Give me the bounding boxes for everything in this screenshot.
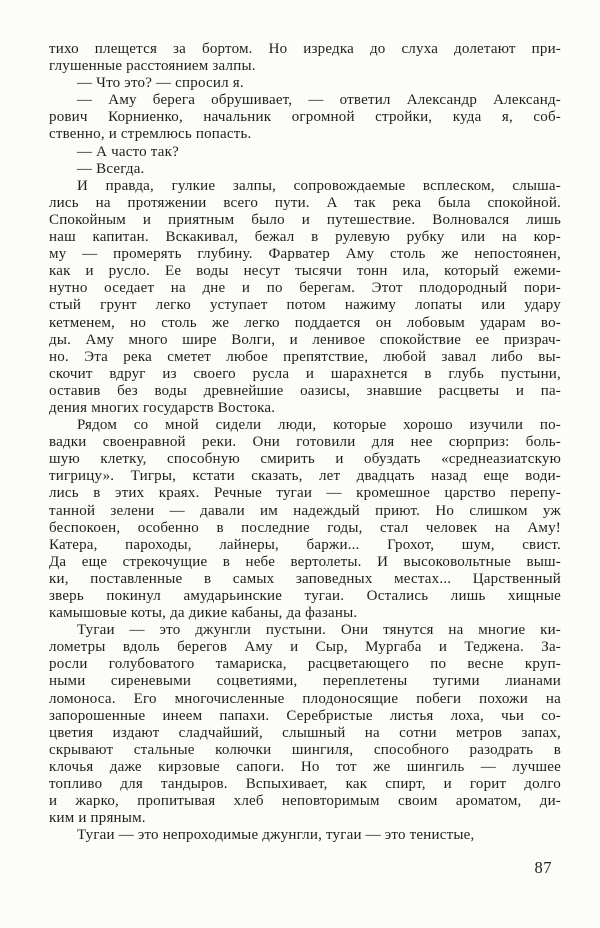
text-line: лометры вдоль берегов Аму и Сыр, Мургаба и Теджена. За- — [49, 639, 561, 656]
text-line: Да еще стрекочущие в небе вертолеты. И высоковольтные выш- — [49, 553, 561, 570]
text-line: топливо для тандыров. Вспыхивает, как спирт, и горит долго — [49, 776, 561, 793]
text-line: му — промерять глубину. Фарватер Аму столь же непостоянен, — [49, 246, 561, 263]
text-line: и жарко, пропитывая хлеб неповторимым своим ароматом, ди- — [49, 793, 561, 810]
text-line: Тугаи — это джунгли пустыни. Они тянутся на многие ки- — [77, 622, 561, 639]
paragraph — [49, 75, 561, 92]
text-line: — Аму берега обрушивает, — ответил Александр Александ- — [77, 92, 561, 109]
text-line: нутно оседает на дне и по берегам. Этот плодородный пори- — [49, 280, 561, 297]
text-line: скрывают стальные колючки шингиля, способного разодрать в — [49, 741, 561, 758]
text-line: кетменем, но столь же легко поддается он лобовым ударам во- — [49, 314, 561, 331]
text-line: — Что это? — спросил я. — [77, 75, 244, 92]
text-line: тихо плещется за бортом. Но изредка до слуха долетают при- — [49, 41, 561, 57]
text-line: рович Корниенко, начальник огромной стройки, куда я, соб- — [49, 109, 561, 126]
text-line: цветия издают сладчайший, слышный на сотни метров запах, — [49, 724, 561, 741]
text-line: И правда, гулкие залпы, сопровождаемые всплеском, слыша- — [77, 177, 561, 194]
text-line: Тугаи — это непроходимые джунгли, тугаи — это тенистые, — [77, 827, 475, 844]
text-line: ды. Аму много шире Волги, и ленивое спокойствие ее призрач- — [49, 331, 561, 348]
page-text — [49, 41, 561, 844]
text-line: — А часто так? — [77, 143, 179, 160]
text-line: танной зелени — давали им надеждый приют. Но слишком уж — [49, 502, 561, 519]
paragraph — [49, 417, 561, 622]
text-line: стый грунт легко уступает потом нажиму лопаты или удару — [49, 297, 561, 314]
paragraph — [49, 41, 561, 75]
text-line: лись на протяжении всего пути. А так река была спокойной. — [49, 194, 561, 211]
text-line: ки, поставленные в самых заповедных местах... Царственный — [49, 570, 561, 587]
text-line: беспокоен, особенно в последние годы, стал человек на Аму! — [49, 519, 561, 536]
text-line: запорошенные инеем папахи. Серебристые листья лоха, чьи со- — [49, 707, 561, 724]
text-line: — Всегда. — [77, 160, 145, 177]
text-line: росли голубоватого тамариска, расцветающего по весне круп- — [49, 656, 561, 673]
text-line: скочит вдруг из своего русла и шарахнется в глубь пустыни, — [49, 365, 561, 382]
text-line: камышовые коты, да дикие кабаны, да фазаны. — [49, 605, 358, 622]
paragraph — [49, 92, 561, 143]
text-line: вадки своенравной реки. Они готовили для нее сюрприз: боль- — [49, 434, 561, 451]
page-number: 87 — [534, 858, 552, 877]
text-line: Рядом со мной сидели люди, которые хорошо изучили по- — [77, 417, 561, 434]
text-line: дения многих государств Востока. — [49, 399, 276, 416]
text-line: как и русло. Ее воды несут тысячи тонн ила, который ежеми- — [49, 263, 561, 280]
paragraph — [49, 178, 561, 417]
text-line: но. Эта река сметет любое препятствие, любой завал либо вы- — [49, 348, 561, 365]
text-line: лись в этих краях. Речные тугаи — кромешное царство перепу- — [49, 485, 561, 502]
text-line: ственно, и стремлюсь попасть. — [49, 126, 252, 143]
text-line: Спокойным и приятным было и путешествие. Волновался лишь — [49, 211, 561, 228]
text-line: ким и пряным. — [49, 810, 146, 827]
text-line: оставив без воды древнейшие оазисы, знавшие расцветы и па- — [49, 382, 561, 399]
paragraph — [49, 827, 561, 844]
text-line: зверь покинул амударьинские тугаи. Остались лишь хищные — [49, 588, 561, 604]
text-line: глушенные расстоянием залпы. — [49, 58, 256, 75]
paragraph — [49, 622, 561, 827]
text-line: клочья даже кирзовые сапоги. Но тот же шингиль — лучшее — [49, 758, 561, 775]
text-line: ными сиреневыми соцветиями, переплетены тугими лианами — [49, 673, 561, 690]
paragraph — [49, 161, 561, 178]
text-line: тигрицу». Тигры, кстати сказать, лет двадцать назад еще води- — [49, 468, 561, 485]
paragraph — [49, 144, 561, 161]
text-line: ломоноса. Его многочисленные плодоносящие побеги похожи на — [49, 690, 561, 707]
text-line: Катера, пароходы, лайнеры, баржи... Грохот, шум, свист. — [49, 536, 561, 553]
text-line: наш капитан. Вскакивал, бежал в рулевую рубку или на кор- — [49, 229, 561, 246]
text-line: шую клетку, способную смирить и обуздать «среднеазиатскую — [49, 451, 561, 468]
